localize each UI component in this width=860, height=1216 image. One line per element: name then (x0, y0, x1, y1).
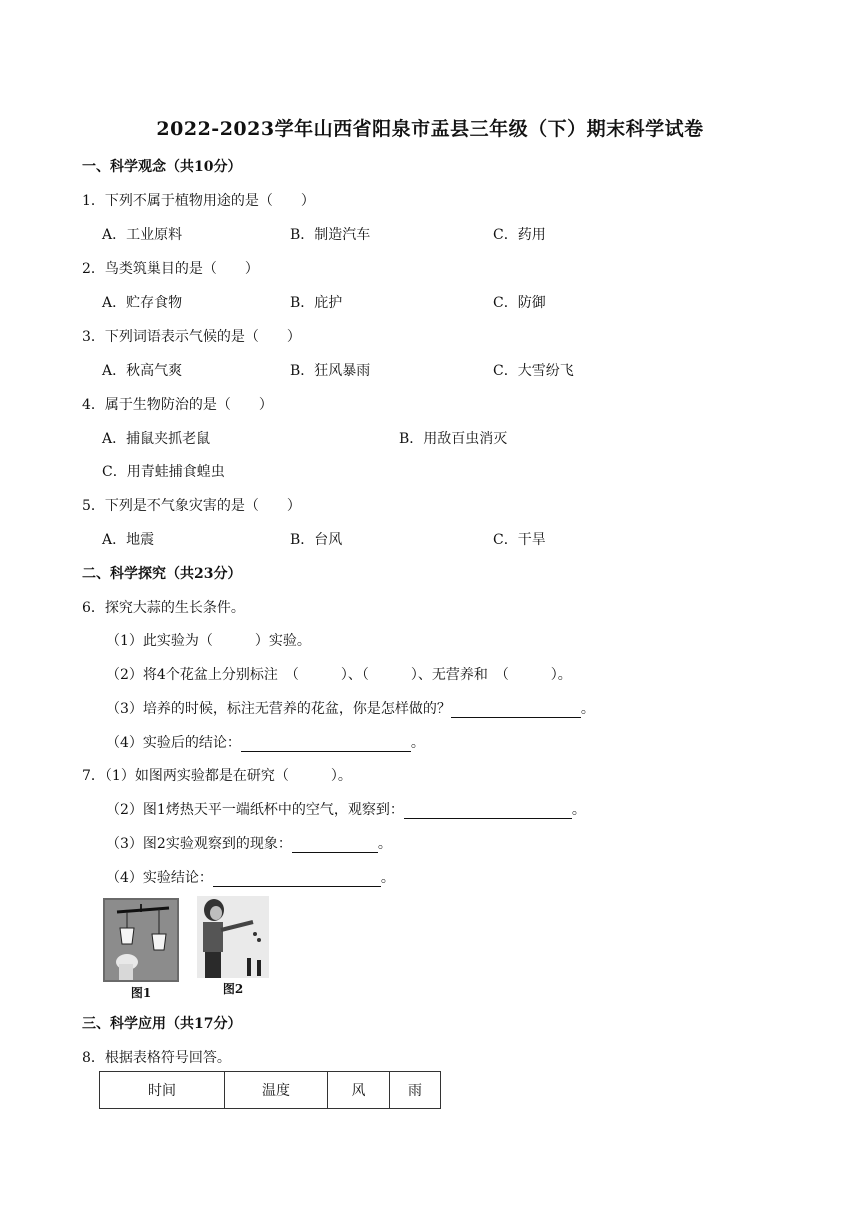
q2-option-c: C．防御 (493, 295, 546, 311)
q1-option-b: B．制造汽车 (290, 227, 371, 243)
period: 。 (571, 802, 586, 818)
figure-2-experiment-photo (197, 896, 269, 996)
figure-1-balance-photo (103, 898, 179, 1000)
period: 。 (380, 870, 395, 886)
table-row (100, 1072, 441, 1109)
section-heading-2: 二、科学探究（共23分） (82, 566, 242, 582)
q3-option-b: B．狂风暴雨 (290, 363, 371, 379)
q1-option-a: A．工业原料 (102, 227, 183, 243)
q6-part-1: （1）此实验为（ ）实验。 (106, 633, 311, 649)
q7-part-4-text: （4）实验结论： (106, 870, 213, 886)
question-7: 7．（1）如图两实验都是在研究（ ）。 (82, 768, 352, 784)
answer-blank[interactable] (213, 872, 381, 887)
weather-symbol-table (99, 1071, 441, 1109)
q7-part-2-text: （2）图1烤热天平一端纸杯中的空气，观察到： (106, 802, 404, 818)
q1-option-c: C．药用 (493, 227, 546, 243)
q6-part-4-text: （4）实验后的结论： (106, 735, 241, 751)
question-8: 8．根据表格符号回答。 (82, 1050, 231, 1066)
q7-part-2 (106, 799, 586, 819)
question-5: 5．下列是不气象灾害的是（ ） (82, 498, 301, 514)
q6-part-3 (106, 698, 595, 718)
q2-option-b: B．庇护 (290, 295, 343, 311)
figure-1-caption: 图1 (130, 986, 152, 1000)
period: 。 (410, 735, 425, 751)
q7-part-4 (106, 867, 395, 887)
answer-blank[interactable] (404, 804, 572, 819)
q7-part-3-text: （3）图2实验观察到的现象： (106, 836, 292, 852)
q2-option-a: A．贮存食物 (102, 295, 183, 311)
answer-blank[interactable] (292, 838, 378, 853)
question-4: 4．属于生物防治的是（ ） (82, 397, 273, 413)
q6-part-4 (106, 732, 425, 752)
q5-option-b: B．台风 (290, 532, 343, 548)
answer-blank[interactable] (241, 737, 411, 752)
q4-option-a: A．捕鼠夹抓老鼠 (102, 431, 211, 447)
figure-2-caption: 图2 (222, 982, 244, 996)
q4-option-c: C．用青蛙捕食蝗虫 (102, 464, 225, 480)
question-1: 1．下列不属于植物用途的是（ ） (82, 193, 315, 209)
q6-part-2: （2）将4个花盆上分别标注 （ ）、（ ）、无营养和 （ ）。 (106, 667, 572, 683)
section-heading-1: 一、科学观念（共10分） (82, 159, 242, 175)
q7-part-3 (106, 833, 392, 853)
question-6: 6．探究大蒜的生长条件。 (82, 600, 245, 616)
q3-option-c: C．大雪纷飞 (493, 363, 574, 379)
q5-option-c: C．干旱 (493, 532, 546, 548)
exam-title: 2022-2023学年山西省阳泉市盂县三年级（下）期末科学试卷 (156, 118, 704, 140)
period: 。 (377, 836, 392, 852)
answer-blank[interactable] (451, 703, 581, 718)
table-header-cell: 雨 (390, 1072, 441, 1109)
q4-option-b: B．用敌百虫消灭 (399, 431, 508, 447)
table-header-cell: 时间 (100, 1072, 225, 1109)
q6-part-3-text: （3）培养的时候，标注无营养的花盆，你是怎样做的？ (106, 701, 451, 717)
table-header-cell: 风 (328, 1072, 390, 1109)
period: 。 (580, 701, 595, 717)
q5-option-a: A．地震 (102, 532, 155, 548)
section-heading-3: 三、科学应用（共17分） (82, 1016, 242, 1032)
q3-option-a: A．秋高气爽 (102, 363, 183, 379)
question-2: 2．鸟类筑巢目的是（ ） (82, 261, 259, 277)
table-header-cell: 温度 (225, 1072, 328, 1109)
question-3: 3．下列词语表示气候的是（ ） (82, 329, 301, 345)
